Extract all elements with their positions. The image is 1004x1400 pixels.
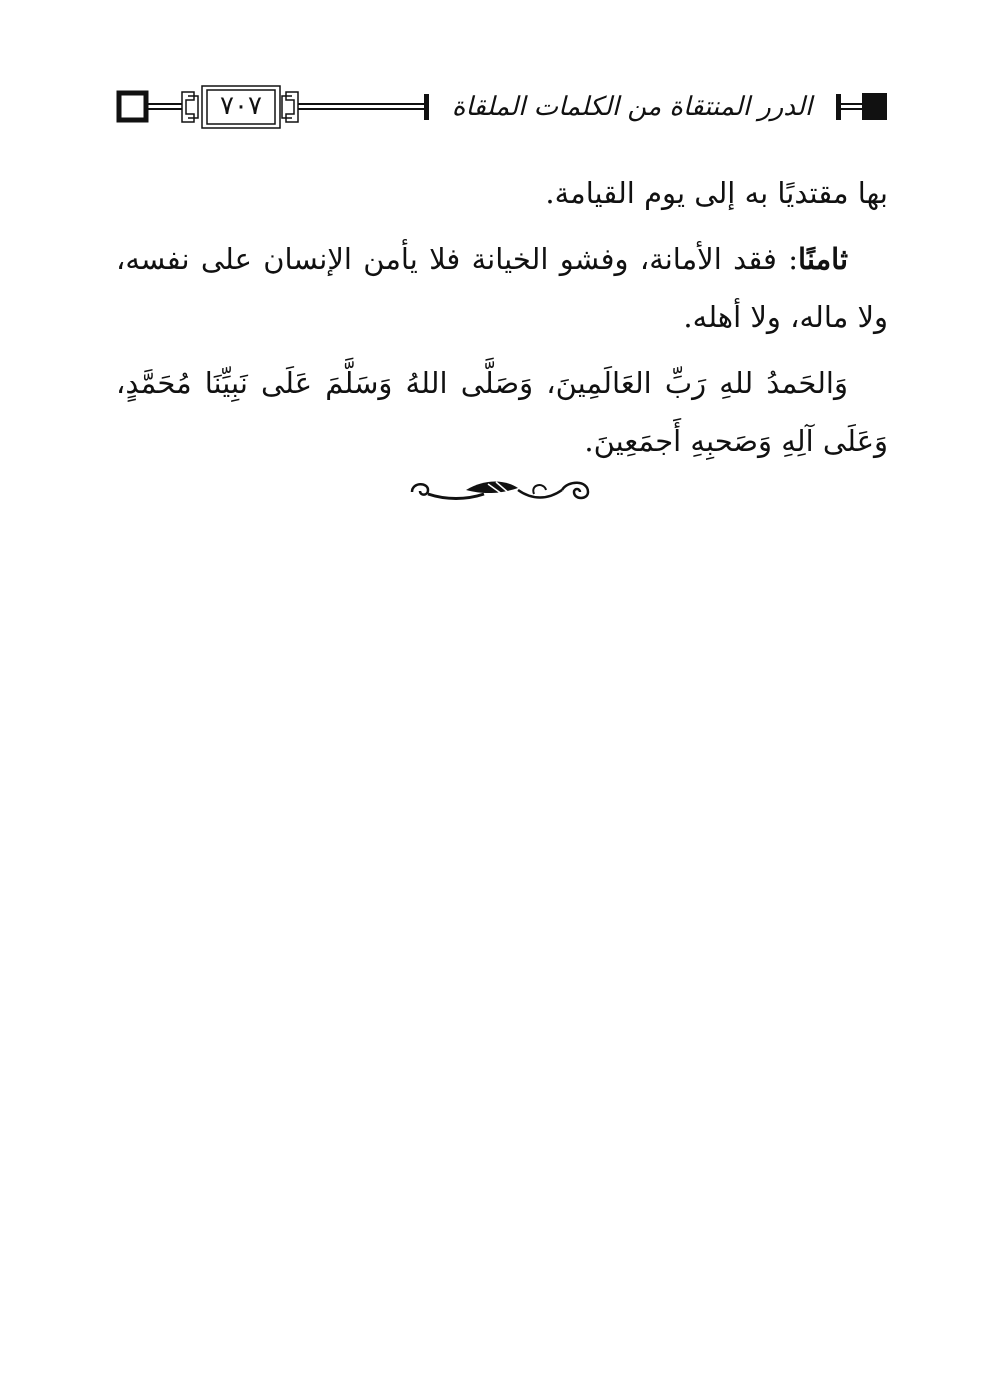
page-number: ٧٠٧ bbox=[220, 91, 262, 121]
paragraph-continuation: بها مقتديًا به إلى يوم القيامة. bbox=[545, 176, 888, 210]
page-content bbox=[116, 164, 888, 478]
page-header bbox=[116, 84, 888, 130]
eighth-label: ثامنًا bbox=[797, 242, 849, 276]
paragraph-eighth bbox=[116, 230, 888, 346]
book-title: الدرر المنتقاة من الكلمات الملقاة bbox=[451, 92, 813, 122]
floral-divider-icon bbox=[406, 470, 596, 510]
paragraph-closing: وَالحَمدُ للهِ رَبِّ العَالَمِينَ، وَصَلَّى اللهُ وَسَلَّمَ عَلَى نَبِيِّنَا مُحَمَّدٍ، وَعَلَى آلِهِ وَصَحبِهِ أَجمَعِينَ. bbox=[116, 366, 888, 458]
eighth-text: : فقد الأمانة، وفشو الخيانة فلا يأمن الإنسان على نفسه، ولا ماله، ولا أهله. bbox=[116, 242, 888, 334]
